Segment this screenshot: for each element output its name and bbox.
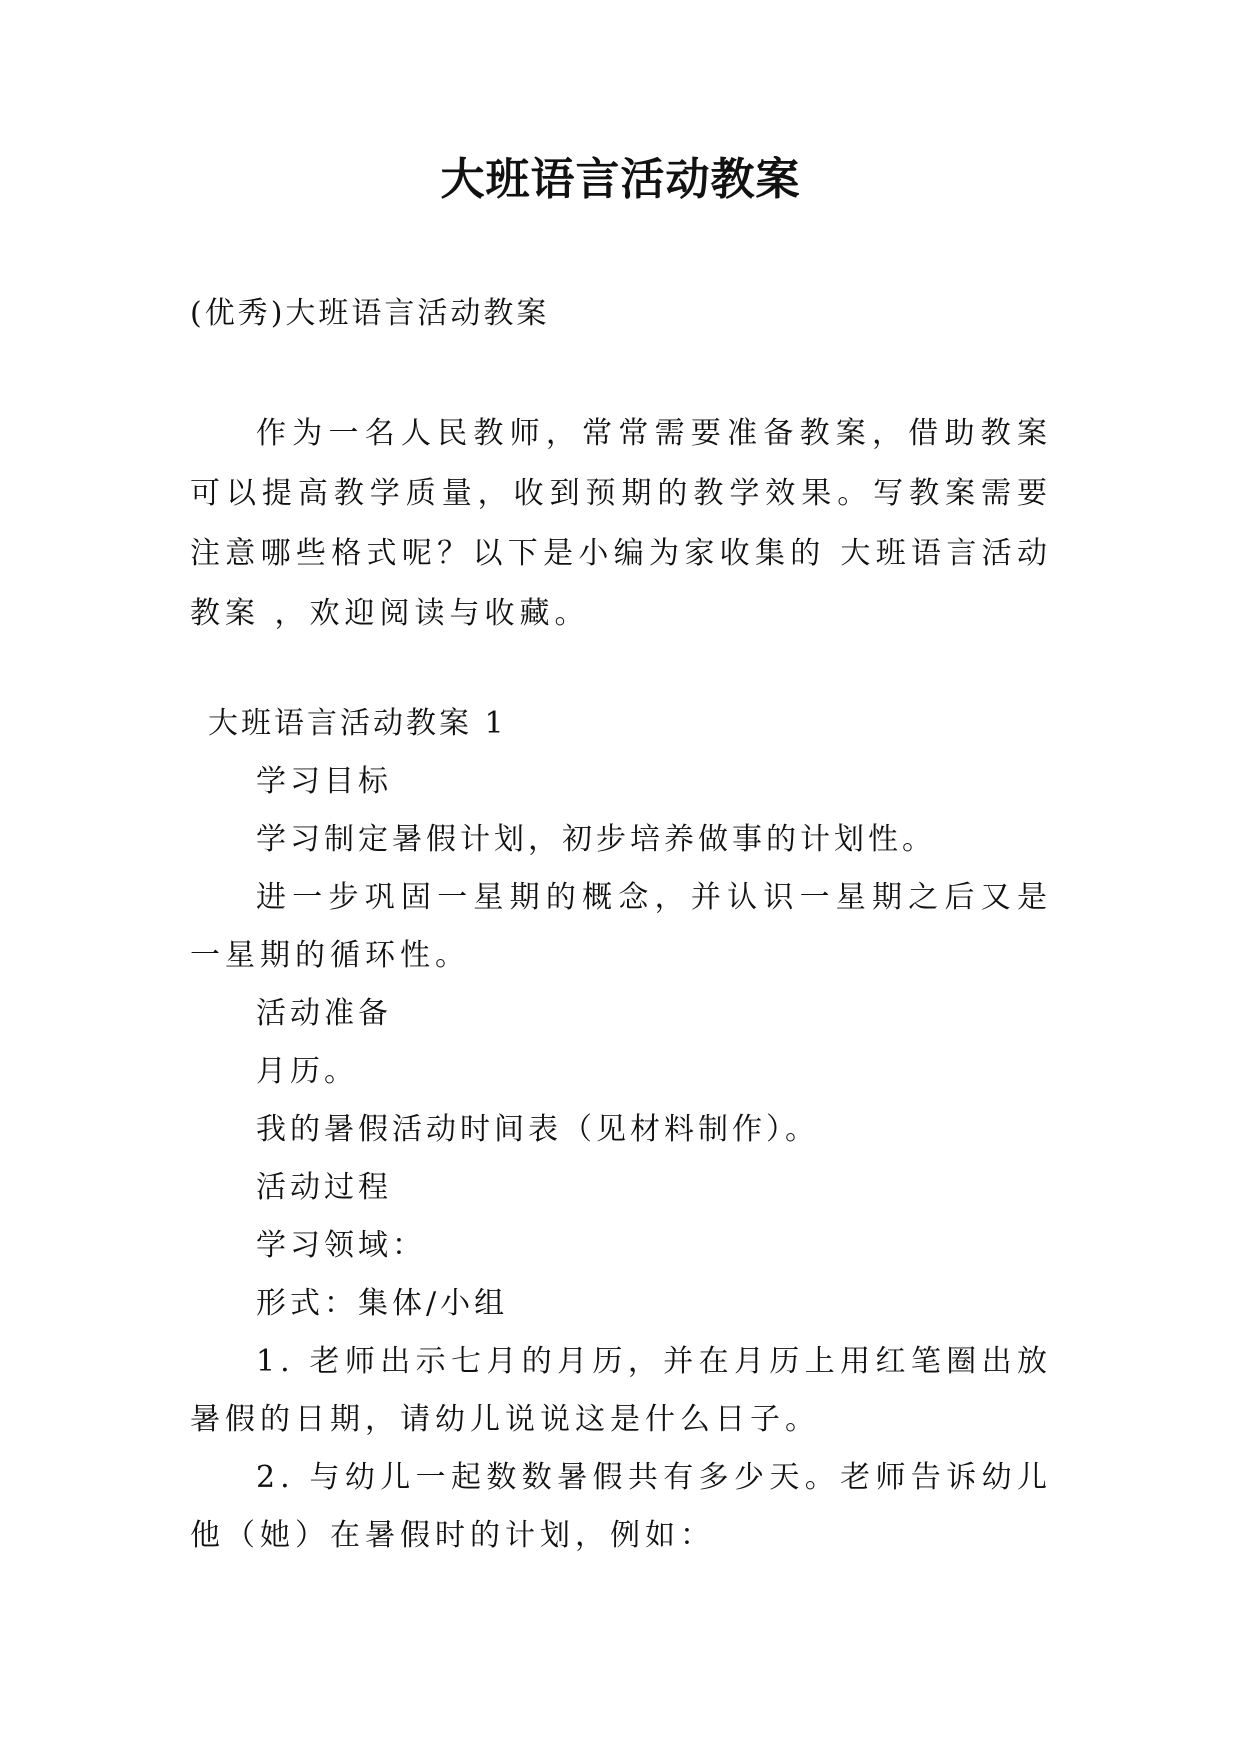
paragraph-step-2: 2. 与幼儿一起数数暑假共有多少天。老师告诉幼儿他（她）在暑假时的计划，例如： bbox=[190, 1460, 1052, 1553]
paragraph-goal-1: 学习制定暑假计划，初步培养做事的计划性。 bbox=[256, 822, 936, 857]
paragraph-learning-goals-heading: 学习目标 bbox=[256, 764, 392, 799]
document-subtitle: (优秀)大班语言活动教案 bbox=[190, 296, 550, 331]
paragraph-process-heading: 活动过程 bbox=[256, 1170, 392, 1205]
paragraph-format: 形式：集体/小组 bbox=[256, 1286, 509, 1321]
lesson-plan-section bbox=[190, 695, 1052, 1565]
paragraph-learning-domain: 学习领域： bbox=[256, 1228, 426, 1263]
paragraph-preparation-heading: 活动准备 bbox=[256, 996, 392, 1031]
paragraph-step-1: 1. 老师出示七月的月历，并在月历上用红笔圈出放暑假的日期，请幼儿说说这是什么日子。 bbox=[190, 1344, 1052, 1437]
intro-paragraph: 作为一名人民教师，常常需要准备教案，借助教案可以提高教学质量，收到预期的教学效果。写教案需要注意哪些格式呢？以下是小编为家收集的 大班语言活动教案 ，欢迎阅读与收藏。 bbox=[190, 416, 1052, 631]
paragraph-goal-2: 进一步巩固一星期的概念，并认识一星期之后又是一星期的循环性。 bbox=[190, 880, 1052, 973]
paragraph-preparation-1: 月历。 bbox=[256, 1054, 358, 1089]
paragraph-preparation-2: 我的暑假活动时间表（见材料制作）。 bbox=[256, 1112, 819, 1147]
section-heading: 大班语言活动教案 1 bbox=[208, 706, 507, 741]
document-title: 大班语言活动教案 bbox=[440, 154, 801, 205]
